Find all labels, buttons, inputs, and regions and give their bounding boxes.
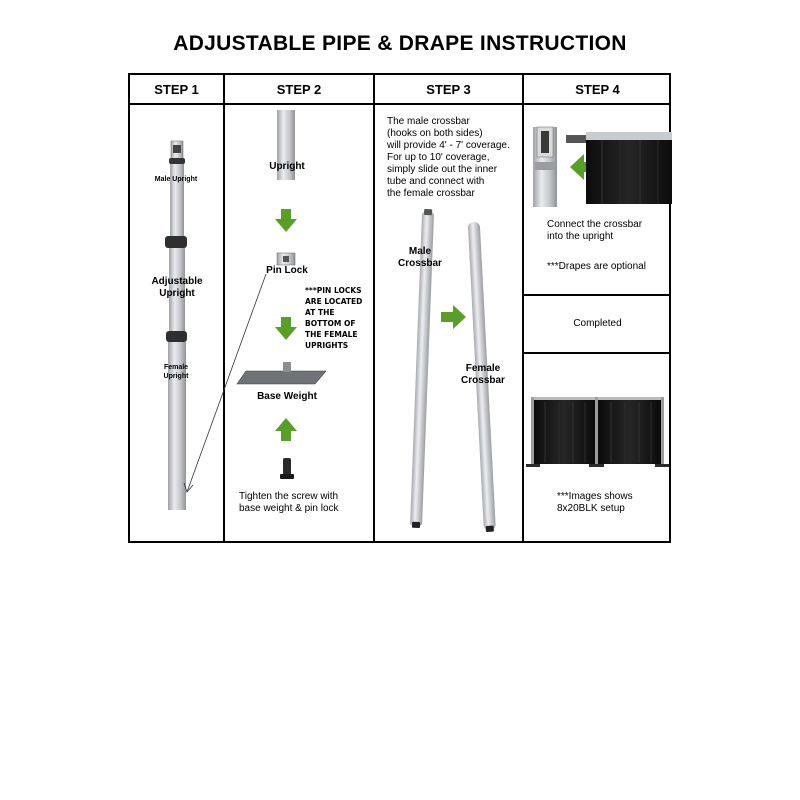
completed-label: Completed (573, 318, 622, 329)
upright-label: Upright (269, 161, 305, 172)
adjustable-upright-label: Adjustable Upright (151, 276, 203, 299)
step-1-header: STEP 1 (154, 82, 199, 97)
female-crossbar-label: Female Crossbar (461, 363, 505, 386)
step-2-header: STEP 2 (276, 82, 322, 97)
setup-note: ***Images shows 8x20BLK setup (557, 491, 633, 514)
pin-lock-label: Pin Lock (266, 265, 308, 276)
female-upright-label: Female Upright (163, 364, 189, 380)
crossbar-description: The male crossbar (hooks on both sides) will provide 4' - 7' coverage. For up to 10' coverage, simply slide out the inner tube and connect with the female crossbar (387, 116, 510, 199)
base-weight-label: Base Weight (257, 391, 317, 402)
step-4-header: STEP 4 (575, 82, 620, 97)
pin-lock-note: ***PIN LOCKS ARE LOCATED AT THE BOTTOM OF THE FEMALE UPRIGHTS (305, 286, 363, 350)
male-upright-label: Male Upright (154, 176, 198, 183)
male-crossbar-label: Male Crossbar (398, 246, 442, 269)
drapes-optional-note: ***Drapes are optional (547, 261, 646, 272)
page-title: ADJUSTABLE PIPE & DRAPE INSTRUCTION (173, 32, 627, 55)
step-3-header: STEP 3 (426, 82, 471, 97)
connect-instruction: Connect the crossbar into the upright (547, 219, 643, 242)
screw-instruction: Tighten the screw with base weight & pin lock (239, 491, 339, 514)
